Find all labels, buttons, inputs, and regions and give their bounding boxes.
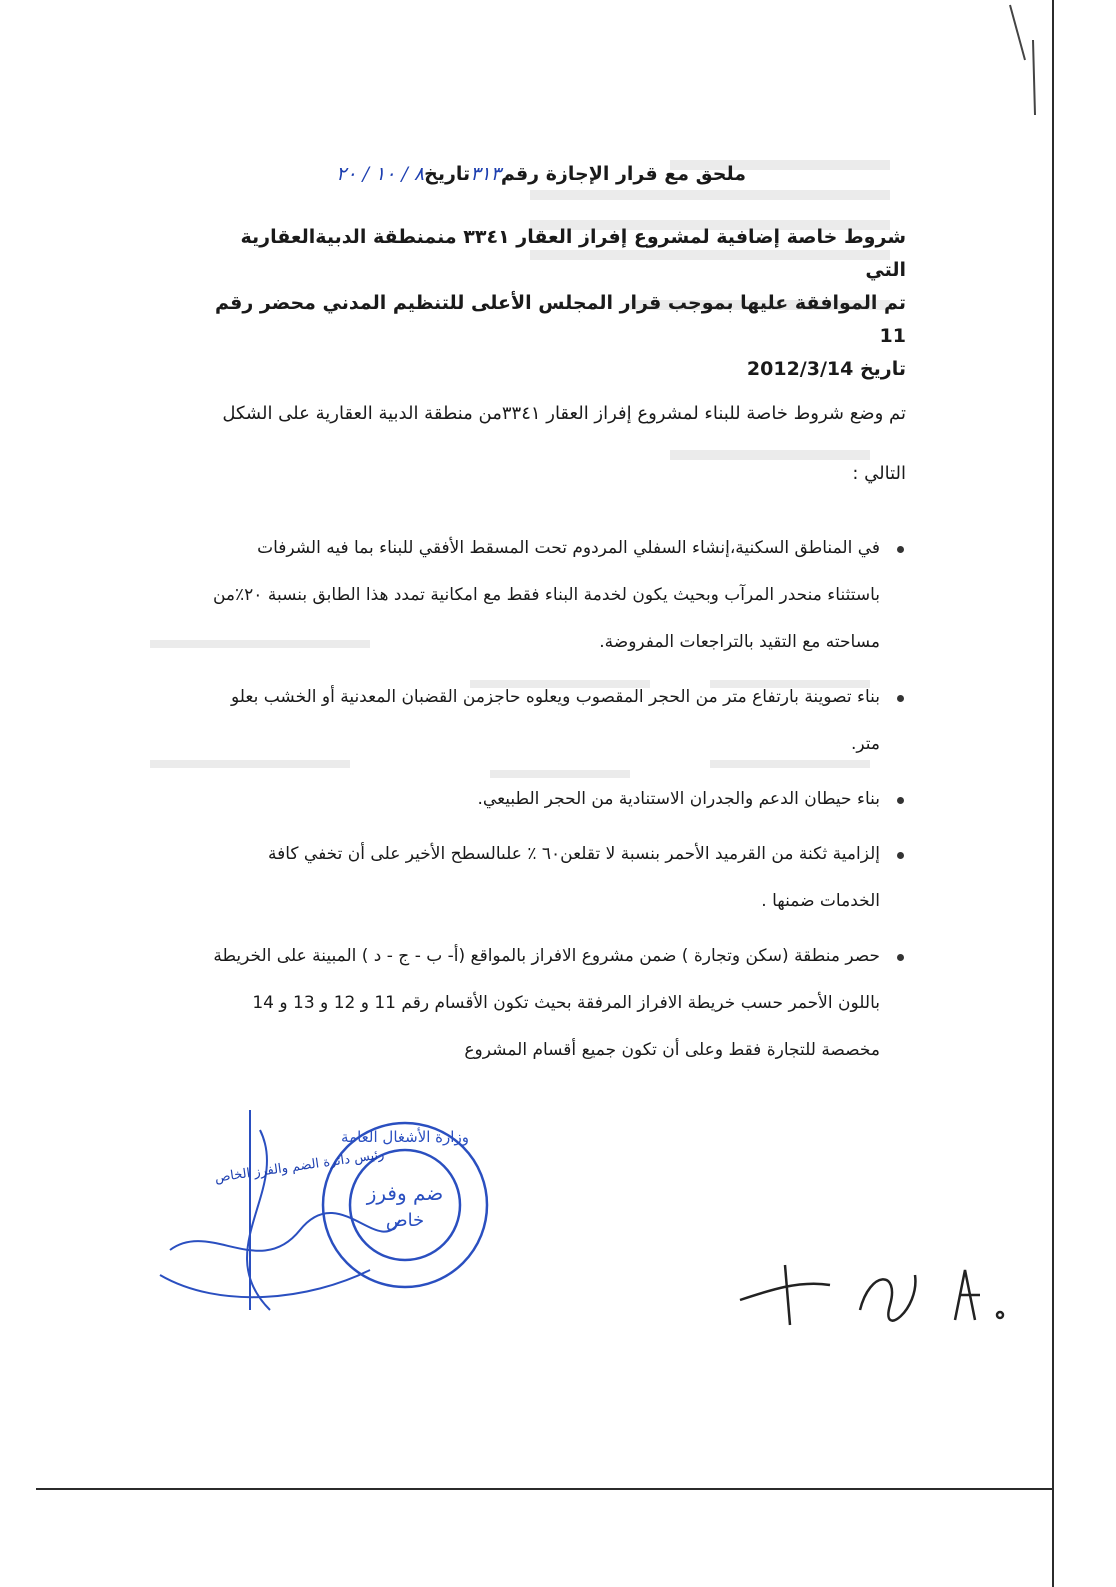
initials-signatures [730,1250,1020,1340]
bullet-icon [897,695,904,702]
handwritten-title: رئيس دائرة الضم والفرز الخاص [213,1147,386,1186]
stamp-center-line1: ضم وفرز [366,1181,444,1205]
conditions-list [206,525,906,1082]
title-line-3: تاريخ 2012/3/14 [746,358,906,380]
page-bottom-rule [36,1488,1054,1490]
annex-header [226,163,746,185]
bullet-icon [897,546,904,553]
list-item: بناء تصوينة بارتفاع متر من الحجر المقصوب ويعلوه حاجزمن القضبان المعدنية أو الخشب بعلو متر. [206,674,906,768]
intro-paragraph: تم وضع شروط خاصة للبناء لمشروع إفراز العقار ٣٣٤١من منطقة الدبية العقارية على الشكل التالي : [222,403,906,484]
stamp-center-line2: خاص [385,1210,425,1231]
list-item: حصر منطقة (سكن وتجارة ) ضمن مشروع الافراز بالمواقع (أ- ب - ج - د ) المبينة على الخريطة باللون الأحمر حسب خريطة الافراز المرفقة بحيث تكون الأقسام رقم 11 و 12 و 13 و 14 مخصصة للتجارة فقط وعلى أن تكون جميع أقسام المشروع [206,933,906,1074]
stamp-ring-text: وزارة الأشغال العامة [341,1128,469,1146]
header-prefix: ملحق مع قرار الإجازة رقم [500,163,746,185]
bullet-icon [897,852,904,859]
bullet-icon [897,954,904,961]
document-title [206,221,906,386]
title-line-2: تم الموافقة عليها بموجب قرار المجلس الأعلى للتنظيم المدني محضر رقم 11 [215,292,906,347]
header-date-word: تاريخ [424,163,471,185]
page-right-edge-line [1052,0,1054,1587]
list-item: في المناطق السكنية،إنشاء السفلي المردوم تحت المسقط الأفقي للبناء بما فيه الشرفات باستثناء منحدر المرآب وبحيث يكون لخدمة البناء فقط مع امكانية تمدد هذا الطابق بنسبة ٢٠٪من مساحته مع التقيد بالتراجعات المفروضة. [206,525,906,666]
handwritten-date: ٨ / ١٠ / ٢٠ [336,163,425,185]
bullet-icon [897,797,904,804]
decision-number: ٣١٣ [470,163,501,185]
title-line-1: شروط خاصة إضافية لمشروع إفراز العقار ٣٣٤١ منمنطقة الدبيةالعقارية التي [240,226,906,281]
official-stamp [150,1110,530,1320]
list-item: إلزامية ثكنة من القرميد الأحمر بنسبة لا تقلعن٦٠ ٪ علىالسطح الأخير على أن تخفي كافة الخدمات ضمنها . [206,831,906,925]
list-item: بناء حيطان الدعم والجدران الاستنادية من الحجر الطبيعي. [206,776,906,823]
corner-pen-mark [1005,0,1045,120]
